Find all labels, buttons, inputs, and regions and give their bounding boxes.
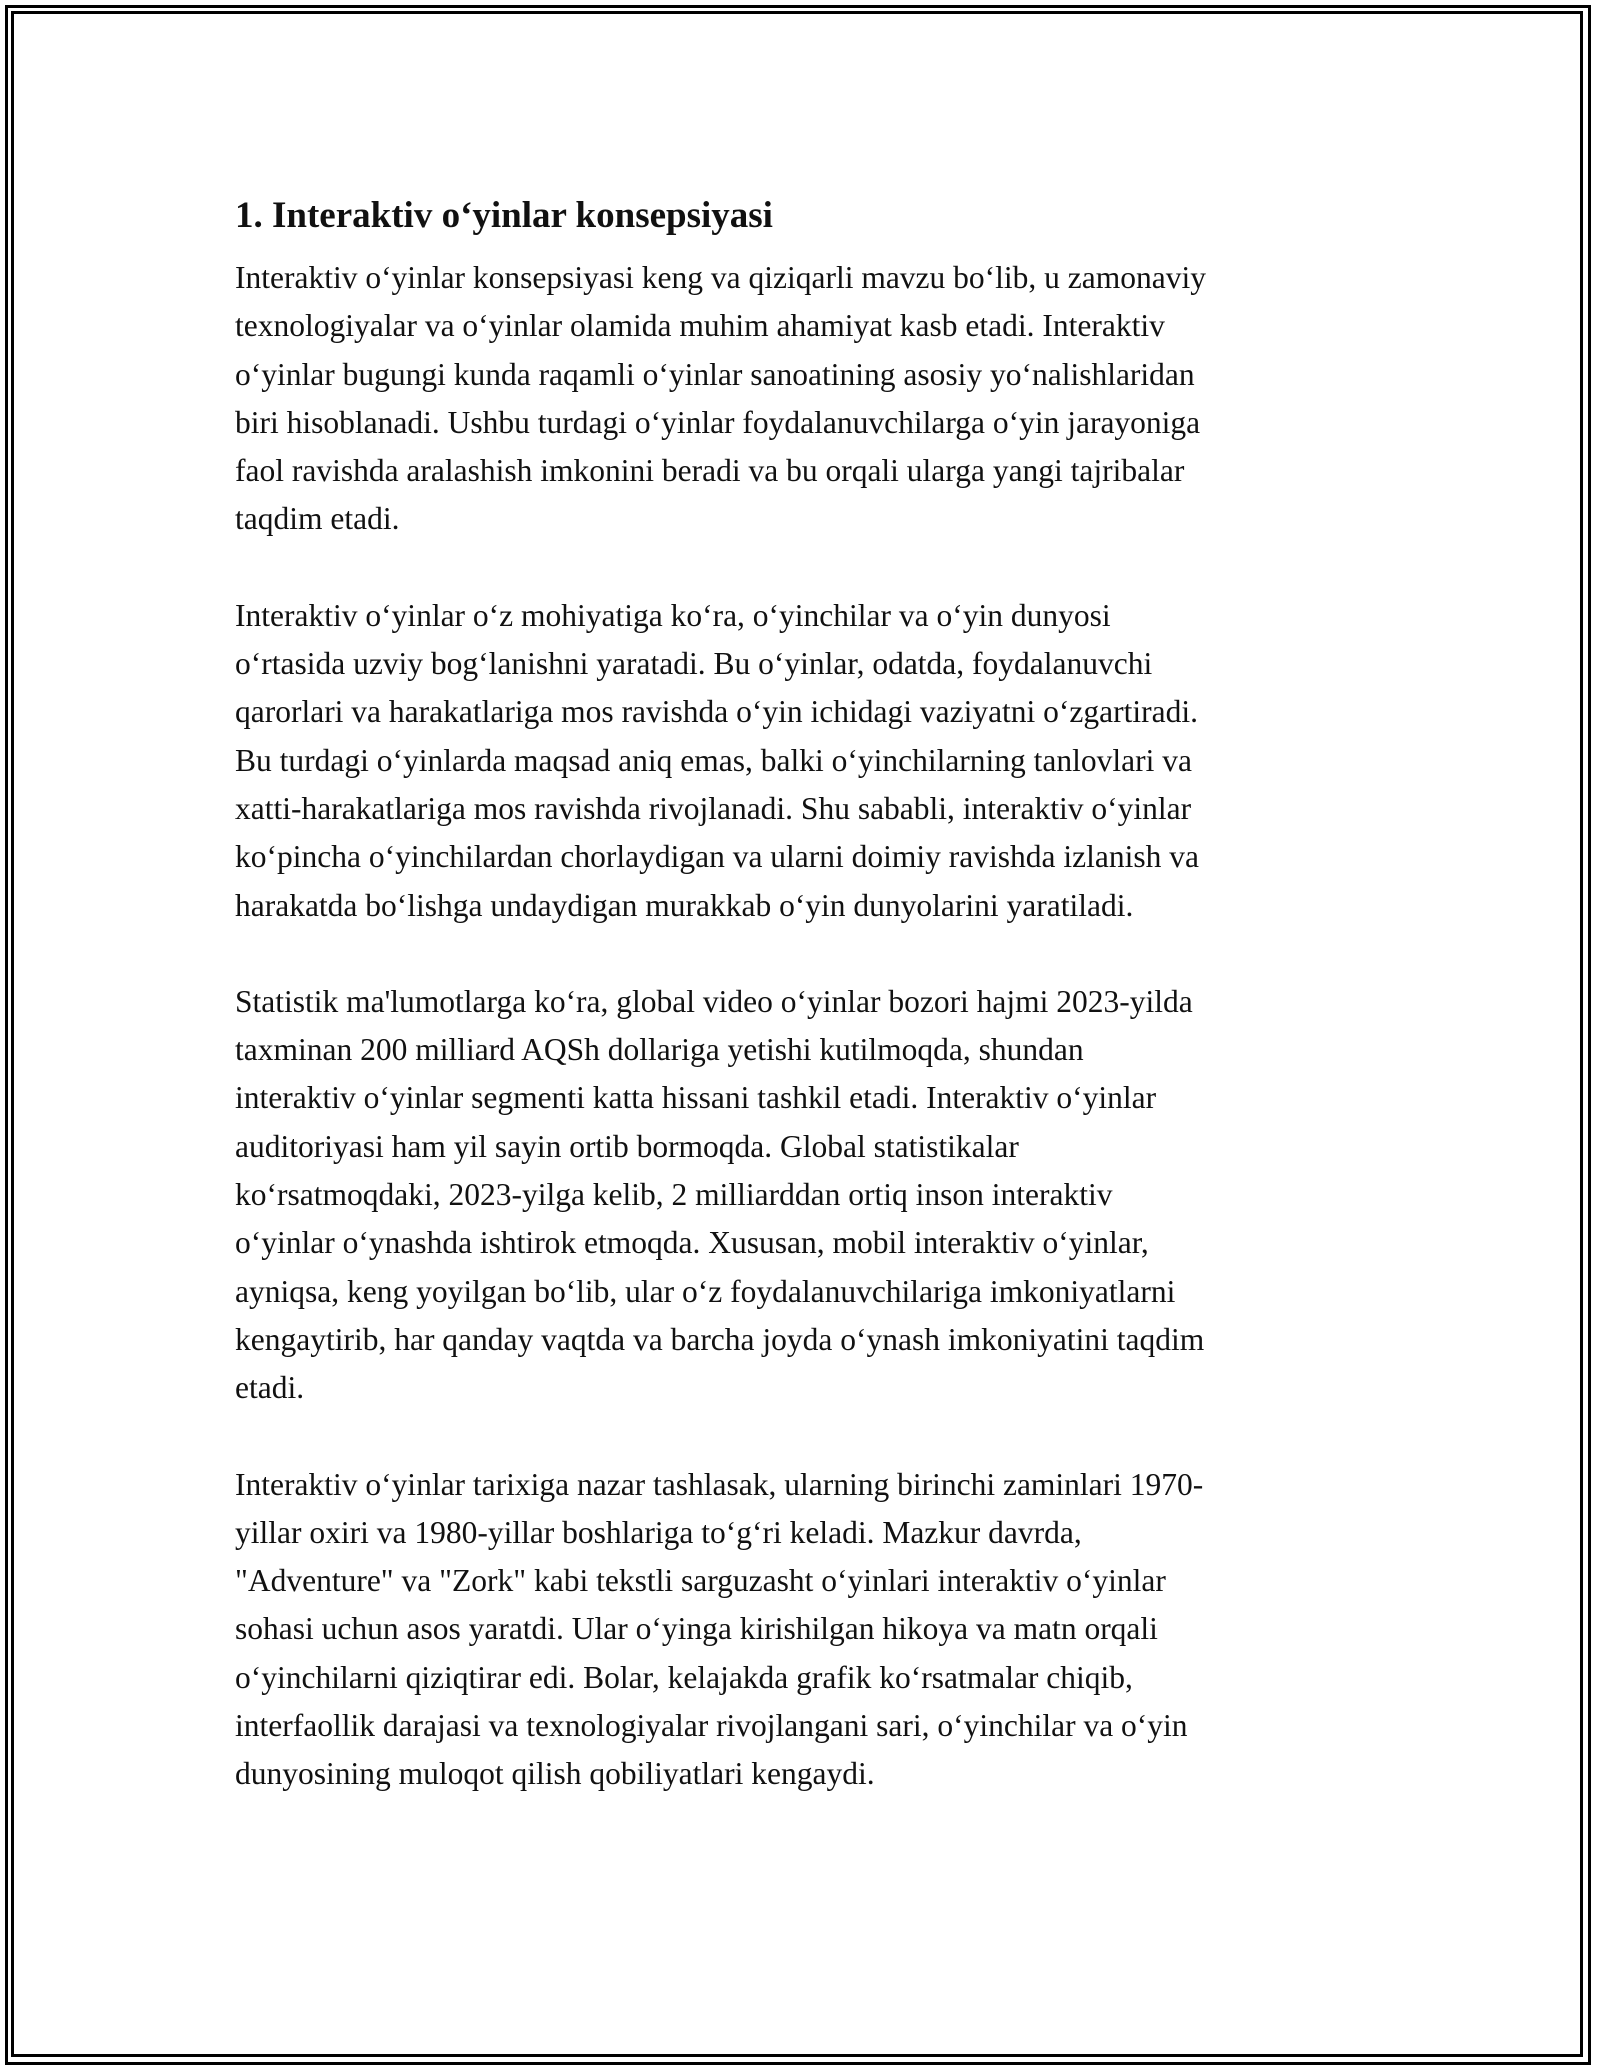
text-line: kengaytirib, har qanday vaqtda va barcha joyda o‘ynash imkoniyatini taqdim: [235, 1321, 1205, 1357]
paragraph-1: [235, 254, 1375, 544]
text-line: o‘yinchilarni qiziqtirar edi. Bolar, kelajakda grafik ko‘rsatmalar chiqib,: [235, 1659, 1133, 1695]
text-line: Interaktiv o‘yinlar konsepsiyasi keng va qiziqarli mavzu bo‘lib, u zamonaviy: [235, 260, 1206, 295]
document-body: [235, 186, 1375, 1847]
text-line: o‘yinlar bugungi kunda raqamli o‘yinlar sanoatining asosiy yo‘nalishlaridan: [235, 356, 1195, 392]
text-line: qarorlari va harakatlariga mos ravishda o‘yin ichidagi vaziyatni o‘zgartiradi.: [235, 694, 1198, 730]
text-line: auditoriyasi ham yil sayin ortib bormoqda. Global statistikalar: [235, 1128, 1019, 1164]
text-line: dunyosining muloqot qilish qobiliyatlari kengaydi.: [235, 1756, 875, 1792]
text-line: interfaollik darajasi va texnologiyalar rivojlangani sari, o‘yinchilar va o‘yin: [235, 1708, 1188, 1744]
text-line: "Adventure" va "Zork" kabi tekstli sarguzasht o‘yinlari interaktiv o‘yinlar: [235, 1563, 1166, 1599]
text-line: Statistik ma'lumotlarga ko‘ra, global video o‘yinlar bozori hajmi 2023-yilda: [235, 983, 1193, 1019]
text-line: Interaktiv o‘yinlar tarixiga nazar tashlasak, ularning birinchi zaminlari 1970-: [235, 1466, 1204, 1502]
text-line: taqdim etadi.: [235, 501, 400, 537]
text-line: o‘rtasida uzviy bog‘lanishni yaratadi. Bu o‘yinlar, odatda, foydalanuvchi: [235, 646, 1153, 682]
paragraph-2: [235, 592, 1375, 930]
text-line: interaktiv o‘yinlar segmenti katta hissani tashkil etadi. Interaktiv o‘yinlar: [235, 1080, 1157, 1116]
text-line: yillar oxiri va 1980-yillar boshlariga to‘g‘ri keladi. Mazkur davrda,: [235, 1514, 1082, 1550]
text-line: taxminan 200 milliard AQSh dollariga yetishi kutilmoqda, shundan: [235, 1032, 1084, 1068]
text-line: Bu turdagi o‘yinlarda maqsad aniq emas, balki o‘yinchilarning tanlovlari va: [235, 742, 1192, 778]
text-line: texnologiyalar va o‘yinlar olamida muhim ahamiyat kasb etadi. Interaktiv: [235, 308, 1165, 344]
text-line: harakatda bo‘lishga undaydigan murakkab o‘yin dunyolarini yaratiladi.: [235, 887, 1134, 923]
text-line: etadi.: [235, 1370, 305, 1406]
text-line: faol ravishda aralashish imkonini beradi va bu orqali ularga yangi tajribalar: [235, 453, 1185, 489]
text-line: xatti-harakatlariga mos ravishda rivojlanadi. Shu sababli, interaktiv o‘yinlar: [235, 790, 1192, 826]
paragraph-3: [235, 978, 1375, 1413]
text-line: o‘yinlar o‘ynashda ishtirok etmoqda. Xususan, mobil interaktiv o‘yinlar,: [235, 1225, 1149, 1261]
text-line: ayniqsa, keng yoyilgan bo‘lib, ular o‘z foydalanuvchilariga imkoniyatlarni: [235, 1273, 1176, 1309]
section-heading: 1. Interaktiv o‘yinlar konsepsiyasi: [235, 195, 773, 236]
text-line: Interaktiv o‘yinlar o‘z mohiyatiga ko‘ra, o‘yinchilar va o‘yin dunyosi: [235, 597, 1111, 633]
text-line: ko‘pincha o‘yinchilardan chorlaydigan va ularni doimiy ravishda izlanish va: [235, 839, 1199, 875]
text-line: biri hisoblanadi. Ushbu turdagi o‘yinlar foydalanuvchilarga o‘yin jarayoniga: [235, 404, 1201, 440]
text-line: ko‘rsatmoqdaki, 2023-yilga kelib, 2 milliarddan ortiq inson interaktiv: [235, 1177, 1113, 1213]
paragraph-4: [235, 1461, 1375, 1799]
text-line: sohasi uchun asos yaratdi. Ular o‘yinga kirishilgan hikoya va matn orqali: [235, 1611, 1158, 1647]
